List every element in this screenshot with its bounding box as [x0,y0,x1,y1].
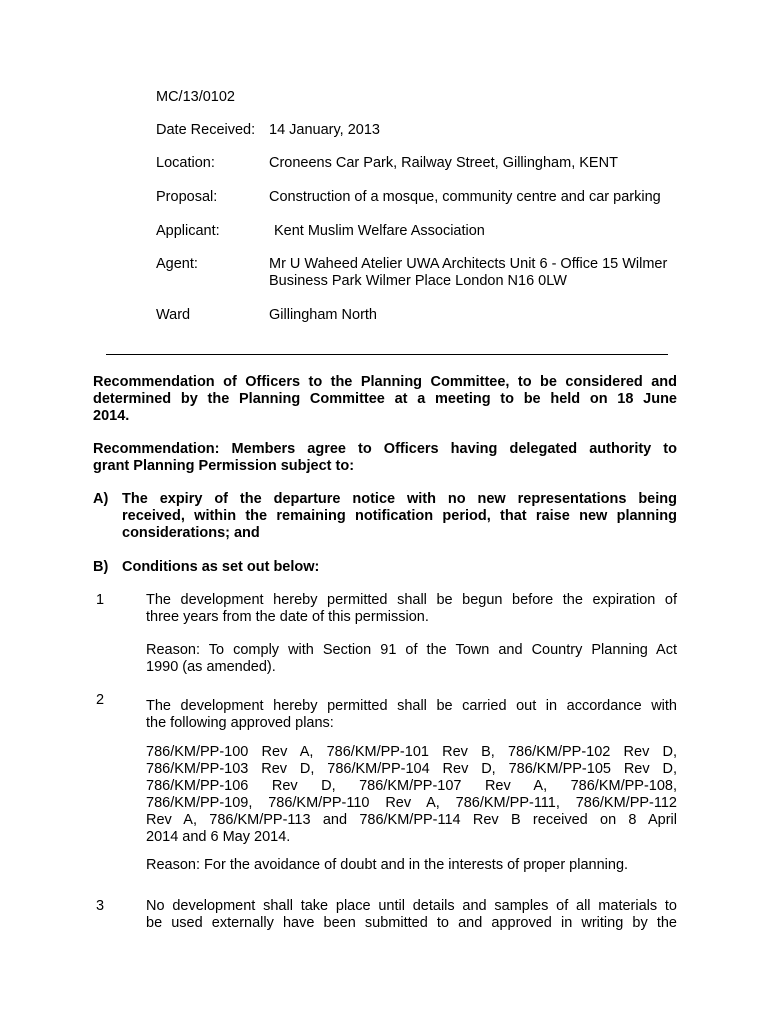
agent-value-line1: Mr U Waheed Atelier UWA Architects Unit 6 - Office 15 Wilmer [269,256,668,272]
recommendation-intro-line2: determined by the Planning Committee at a meeting to be held on 18 June [93,391,677,407]
condition-2-plans-line5: Rev A, 786/KM/PP-113 and 786/KM/PP-114 Rev B received on 8 April [146,812,677,828]
recommendation-intro [93,374,677,425]
condition-1-number: 1 [96,592,105,608]
condition-1-reason-line1: Reason: To comply with Section 91 of the Town and Country Planning Act [146,642,677,658]
recommendation-line2: grant Planning Permission subject to: [93,458,355,474]
agent-label: Agent: [156,256,198,272]
condition-3-line1: No development shall take place until details and samples of all materials to [146,898,677,914]
recommendation-intro-line3: 2014. [93,408,130,424]
condition-1-line2: three years from the date of this permission. [146,609,429,625]
item-b-letter: B) [93,559,109,575]
condition-1-line1: The development hereby permitted shall be begun before the expiration of [146,592,677,608]
horizontal-divider [106,354,668,355]
condition-2-plans-line6: 2014 and 6 May 2014. [146,829,291,845]
condition-3-text [146,898,677,932]
date-received-value: 14 January, 2013 [269,122,380,138]
item-a-text [122,491,677,542]
condition-2-plans-line4: 786/KM/PP-109, 786/KM/PP-110 Rev A, 786/KM/PP-111, 786/KM/PP-112 [146,795,677,811]
condition-2-plans-line2: 786/KM/PP-103 Rev D, 786/KM/PP-104 Rev D, 786/KM/PP-105 Rev D, [146,761,677,777]
applicant-value: Kent Muslim Welfare Association [274,223,485,239]
item-b-text: Conditions as set out below: [122,559,320,575]
condition-2-plans-line3: 786/KM/PP-106 Rev D, 786/KM/PP-107 Rev A, 786/KM/PP-108, [146,778,677,794]
location-label: Location: [156,155,215,171]
condition-3-line2: be used externally have been submitted to and approved in writing by the [146,915,677,931]
applicant-label: Applicant: [156,223,220,239]
condition-2-plans [146,744,677,846]
ward-label: Ward [156,307,191,323]
condition-2-number: 2 [96,692,105,708]
ward-value: Gillingham North [269,307,377,323]
condition-1-reason-line2: 1990 (as amended). [146,659,276,675]
condition-2-reason: Reason: For the avoidance of doubt and in the interests of proper planning. [146,857,629,873]
item-a-letter: A) [93,491,109,507]
proposal-label: Proposal: [156,189,218,205]
condition-2-text [146,698,677,732]
item-a-line3: considerations; and [122,525,260,541]
application-reference: MC/13/0102 [156,89,235,105]
condition-2-line2: the following approved plans: [146,715,334,731]
item-a-line1: The expiry of the departure notice with no new representations being [122,491,677,507]
location-value: Croneens Car Park, Railway Street, Gillingham, KENT [269,155,618,171]
condition-1-text [146,592,677,626]
date-received-label: Date Received: [156,122,256,138]
condition-2-plans-line1: 786/KM/PP-100 Rev A, 786/KM/PP-101 Rev B, 786/KM/PP-102 Rev D, [146,744,677,760]
recommendation-intro-line1: Recommendation of Officers to the Planning Committee, to be considered and [93,374,677,390]
item-a-line2: received, within the remaining notification period, that raise new planning [122,508,677,524]
condition-2-line1: The development hereby permitted shall be carried out in accordance with [146,698,677,714]
recommendation-line1: Recommendation: Members agree to Officers having delegated authority to [93,441,677,457]
condition-1-reason [146,642,677,676]
proposal-value: Construction of a mosque, community centre and car parking [269,189,661,205]
recommendation [93,441,677,475]
condition-3-number: 3 [96,898,105,914]
agent-value-line2: Business Park Wilmer Place London N16 0LW [269,273,567,289]
